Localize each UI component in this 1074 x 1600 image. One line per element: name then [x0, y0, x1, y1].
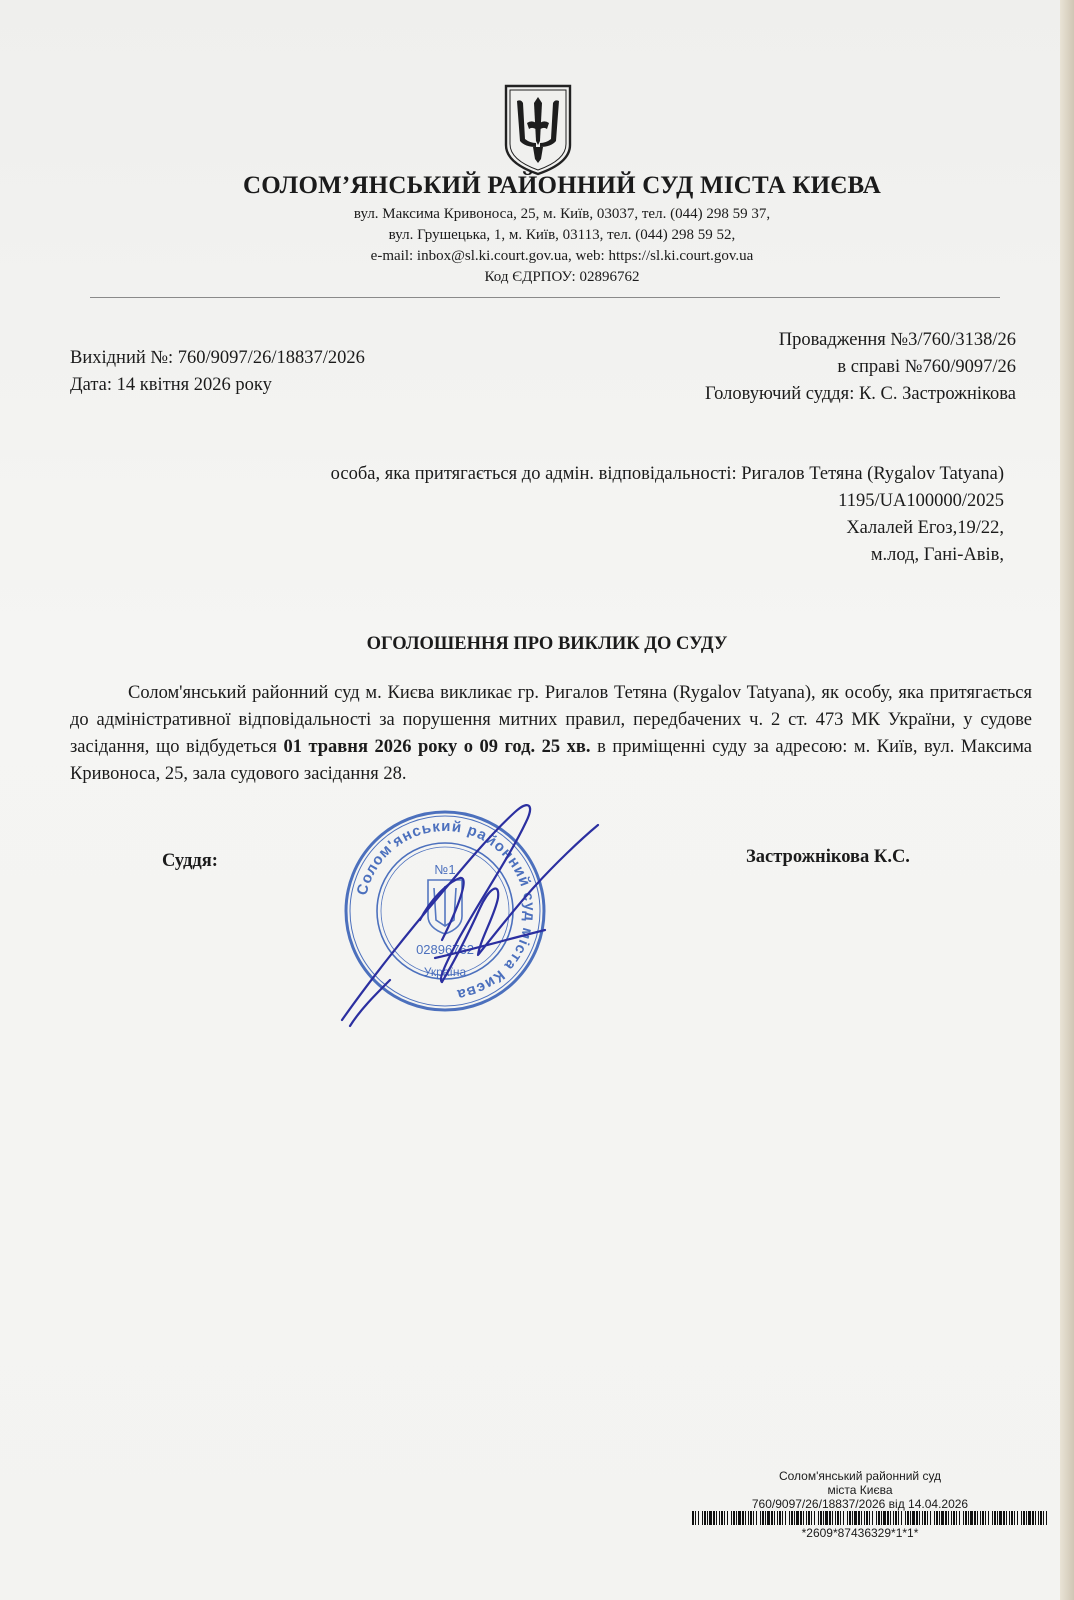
barcode-bar	[777, 1511, 778, 1525]
barcode-bar	[698, 1511, 699, 1525]
barcode-bar	[988, 1511, 989, 1525]
barcode-bar	[806, 1511, 807, 1525]
barcode-bar	[716, 1511, 717, 1525]
judge-name: Застрожнікова К.С.	[746, 847, 910, 867]
barcode-bar	[1046, 1511, 1047, 1525]
barcode-bar	[765, 1511, 766, 1525]
outgoing-date: Дата: 14 квітня 2026 року	[70, 375, 272, 395]
barcode-bar	[779, 1511, 781, 1525]
barcode-bar	[997, 1511, 998, 1525]
barcode-bar	[782, 1511, 783, 1525]
barcode-bar	[753, 1511, 754, 1525]
barcode-bar	[858, 1511, 860, 1525]
barcode-bar	[820, 1511, 822, 1525]
barcode-bar	[881, 1511, 882, 1525]
notice-title: ОГОЛОШЕННЯ ПРО ВИКЛИК ДО СУДУ	[366, 634, 728, 654]
barcode-bar	[866, 1511, 868, 1525]
barcode-bar	[1028, 1511, 1031, 1525]
seal-country: Україна	[423, 965, 467, 979]
case-meta	[705, 327, 1016, 408]
recipient-line-1: особа, яка притягається до адмін. відповідальності: Ригалов Тетяна (Rygalov Tatyana)	[330, 464, 1004, 484]
barcode-bar	[959, 1511, 960, 1525]
barcode-bar	[992, 1511, 993, 1525]
barcode-bar	[785, 1511, 786, 1525]
barcode-bar	[756, 1511, 757, 1525]
barcode-bar	[895, 1511, 897, 1525]
barcode-bar	[738, 1511, 741, 1525]
barcode-bar	[849, 1511, 851, 1525]
barcode-bar	[916, 1511, 918, 1525]
barcode-bar	[832, 1511, 833, 1525]
barcode-bar	[750, 1511, 752, 1525]
proceeding-number: Провадження №3/760/3138/26	[778, 330, 1016, 350]
header-divider	[90, 297, 1000, 298]
barcode-bar	[719, 1511, 720, 1525]
barcode-bar	[731, 1511, 732, 1525]
barcode-bar	[963, 1511, 964, 1525]
barcode-bar	[919, 1511, 920, 1525]
barcode-bar	[852, 1511, 853, 1525]
barcode-bar	[887, 1511, 889, 1525]
barcode-bar	[1023, 1511, 1025, 1525]
barcode-bar	[869, 1511, 870, 1525]
barcode-bar	[951, 1511, 952, 1525]
barcode-bar	[872, 1511, 873, 1525]
barcode-bar	[901, 1511, 902, 1525]
barcode-bar	[854, 1511, 857, 1525]
court-edrpou: Код ЄДРПОУ: 02896762	[484, 269, 640, 285]
barcode-bar	[774, 1511, 775, 1525]
barcode-bar	[837, 1511, 839, 1525]
barcode-bar	[707, 1511, 708, 1525]
barcode-bar	[1026, 1511, 1027, 1525]
barcode-bar	[974, 1511, 976, 1525]
barcode-bar	[948, 1511, 949, 1525]
barcode-bar	[970, 1511, 973, 1525]
seal-number: №1	[434, 862, 456, 877]
barcode-bar	[829, 1511, 831, 1525]
barcode-bar	[840, 1511, 841, 1525]
barcode-bar	[789, 1511, 790, 1525]
barcode-bar	[713, 1511, 715, 1525]
seal-code: 02896762	[416, 942, 474, 957]
presiding-judge: Головуючий суддя: К. С. Застрожнікова	[705, 384, 1016, 404]
barcode-bar	[1017, 1511, 1018, 1525]
barcode-bar	[1040, 1511, 1042, 1525]
barcode-bar	[968, 1511, 969, 1525]
barcode-bar	[1032, 1511, 1034, 1525]
barcode-bar	[893, 1511, 894, 1525]
barcode-bar	[800, 1511, 802, 1525]
barcode-bar	[794, 1511, 795, 1525]
barcode-bar	[727, 1511, 728, 1525]
barcode-bar	[733, 1511, 735, 1525]
barcode-bar	[941, 1511, 944, 1525]
barcode-bar	[930, 1511, 931, 1525]
barcode-bar	[924, 1511, 926, 1525]
barcode-bar	[709, 1511, 712, 1525]
barcode-bar	[796, 1511, 799, 1525]
barcode-bar	[907, 1511, 909, 1525]
barcode-bar	[762, 1511, 764, 1525]
barcode-bar	[922, 1511, 923, 1525]
case-number: в справі №760/9097/26	[837, 357, 1016, 377]
outgoing-meta	[70, 345, 365, 399]
barcode-bar	[704, 1511, 706, 1525]
barcode-bar	[1009, 1511, 1010, 1525]
barcode-bar	[736, 1511, 737, 1525]
barcode-bar	[818, 1511, 819, 1525]
barcode-bar	[702, 1511, 703, 1525]
barcode-text: *2609*87436329*1*1*	[801, 1526, 919, 1540]
judge-label: Суддя:	[162, 851, 218, 871]
barcode-bar	[721, 1511, 723, 1525]
barcode-bar	[695, 1511, 696, 1525]
court-address-2: вул. Грушецька, 1, м. Київ, 03113, тел. (044) 298 59 52,	[388, 227, 736, 243]
barcode-bar	[1043, 1511, 1044, 1525]
outgoing-number: Вихідний №: 760/9097/26/18837/2026	[70, 348, 365, 368]
barcode-bar	[965, 1511, 967, 1525]
barcode-bar	[823, 1511, 824, 1525]
barcode-bar	[814, 1511, 815, 1525]
barcode-bar	[936, 1511, 938, 1525]
handwritten-signature	[330, 790, 630, 1050]
barcode-bar	[791, 1511, 793, 1525]
recipient-line-3: Халалей Егоз,19/22,	[846, 518, 1004, 538]
barcode-bar	[803, 1511, 804, 1525]
barcode-bar	[742, 1511, 744, 1525]
barcode-bar	[1011, 1511, 1013, 1525]
barcode-bar	[898, 1511, 899, 1525]
barcode-bar	[835, 1511, 836, 1525]
court-address-1: вул. Максима Кривоноса, 25, м. Київ, 03037, тел. (044) 298 59 37,	[353, 206, 771, 222]
seal-ring-text: Солом'янський районний суд міста Києва	[353, 817, 539, 1004]
barcode-bar	[994, 1511, 996, 1525]
barcode-bar	[876, 1511, 877, 1525]
barcode-bar	[977, 1511, 978, 1525]
barcode-bar	[808, 1511, 810, 1525]
barcode	[692, 1511, 1052, 1525]
barcode-bar	[956, 1511, 957, 1525]
recipient-block	[331, 461, 1004, 569]
barcode-bar	[878, 1511, 880, 1525]
barcode-bar	[953, 1511, 955, 1525]
barcode-bar	[748, 1511, 749, 1525]
barcode-bar	[767, 1511, 770, 1525]
barcode-bar	[927, 1511, 928, 1525]
barcode-bar	[985, 1511, 986, 1525]
court-name: СОЛОМ’ЯНСЬКИЙ РАЙОННИЙ СУД МІСТА КИЄВА	[242, 172, 882, 199]
barcode-bar	[771, 1511, 773, 1525]
barcode-bar	[861, 1511, 862, 1525]
barcode-bar	[1035, 1511, 1036, 1525]
barcode-bar	[1003, 1511, 1005, 1525]
barcode-bar	[724, 1511, 725, 1525]
notice-text-1: Солом'янський районний суд м. Києва викликає гр. Ригалов Тетяна (Rygalov Tatyana), як особу, яка притягається до адміністративної відповідальності за порушення митних правил, передбачених ч. 2 ст. 473 МК України, у судове засідання, що відбудеться	[70, 683, 1032, 757]
notice-text-2: в приміщенні суду за адресою: м. Київ, вул. Максима Кривоноса, 25, зала судового засідання 28.	[70, 737, 1033, 784]
barcode-bar	[1021, 1511, 1022, 1525]
barcode-bar	[910, 1511, 911, 1525]
coat-of-arms-icon	[503, 83, 573, 177]
barcode-bar	[939, 1511, 940, 1525]
barcode-bar	[905, 1511, 906, 1525]
footer-city: міста Києва	[827, 1483, 893, 1497]
barcode-bar	[692, 1511, 694, 1525]
recipient-line-4: м.лод, Гані-Авів,	[870, 545, 1004, 565]
barcode-bar	[843, 1511, 844, 1525]
footer-court: Солом'янський районний суд	[778, 1469, 942, 1483]
barcode-bar	[890, 1511, 891, 1525]
barcode-bar	[847, 1511, 848, 1525]
barcode-bar	[760, 1511, 761, 1525]
notice-hearing-datetime: 01 травня 2026 року о 09 год. 25 хв.	[283, 737, 591, 757]
footer-reference: 760/9097/26/18837/2026 від 14.04.2026	[751, 1497, 969, 1511]
barcode-bar	[1014, 1511, 1015, 1525]
notice-body	[70, 680, 1032, 788]
barcode-bar	[811, 1511, 812, 1525]
barcode-bar	[912, 1511, 915, 1525]
barcode-bar	[825, 1511, 828, 1525]
barcode-bar	[982, 1511, 984, 1525]
barcode-bar	[883, 1511, 886, 1525]
barcode-bar	[1038, 1511, 1039, 1525]
court-contacts: e-mail: inbox@sl.ki.court.gov.ua, web: https://sl.ki.court.gov.ua	[370, 248, 754, 264]
barcode-bar	[864, 1511, 865, 1525]
barcode-bar	[745, 1511, 746, 1525]
barcode-bar	[999, 1511, 1002, 1525]
barcode-bar	[934, 1511, 935, 1525]
recipient-line-2: 1195/UA100000/2025	[838, 491, 1004, 511]
barcode-bar	[1006, 1511, 1007, 1525]
barcode-bar	[945, 1511, 947, 1525]
barcode-bar	[980, 1511, 981, 1525]
